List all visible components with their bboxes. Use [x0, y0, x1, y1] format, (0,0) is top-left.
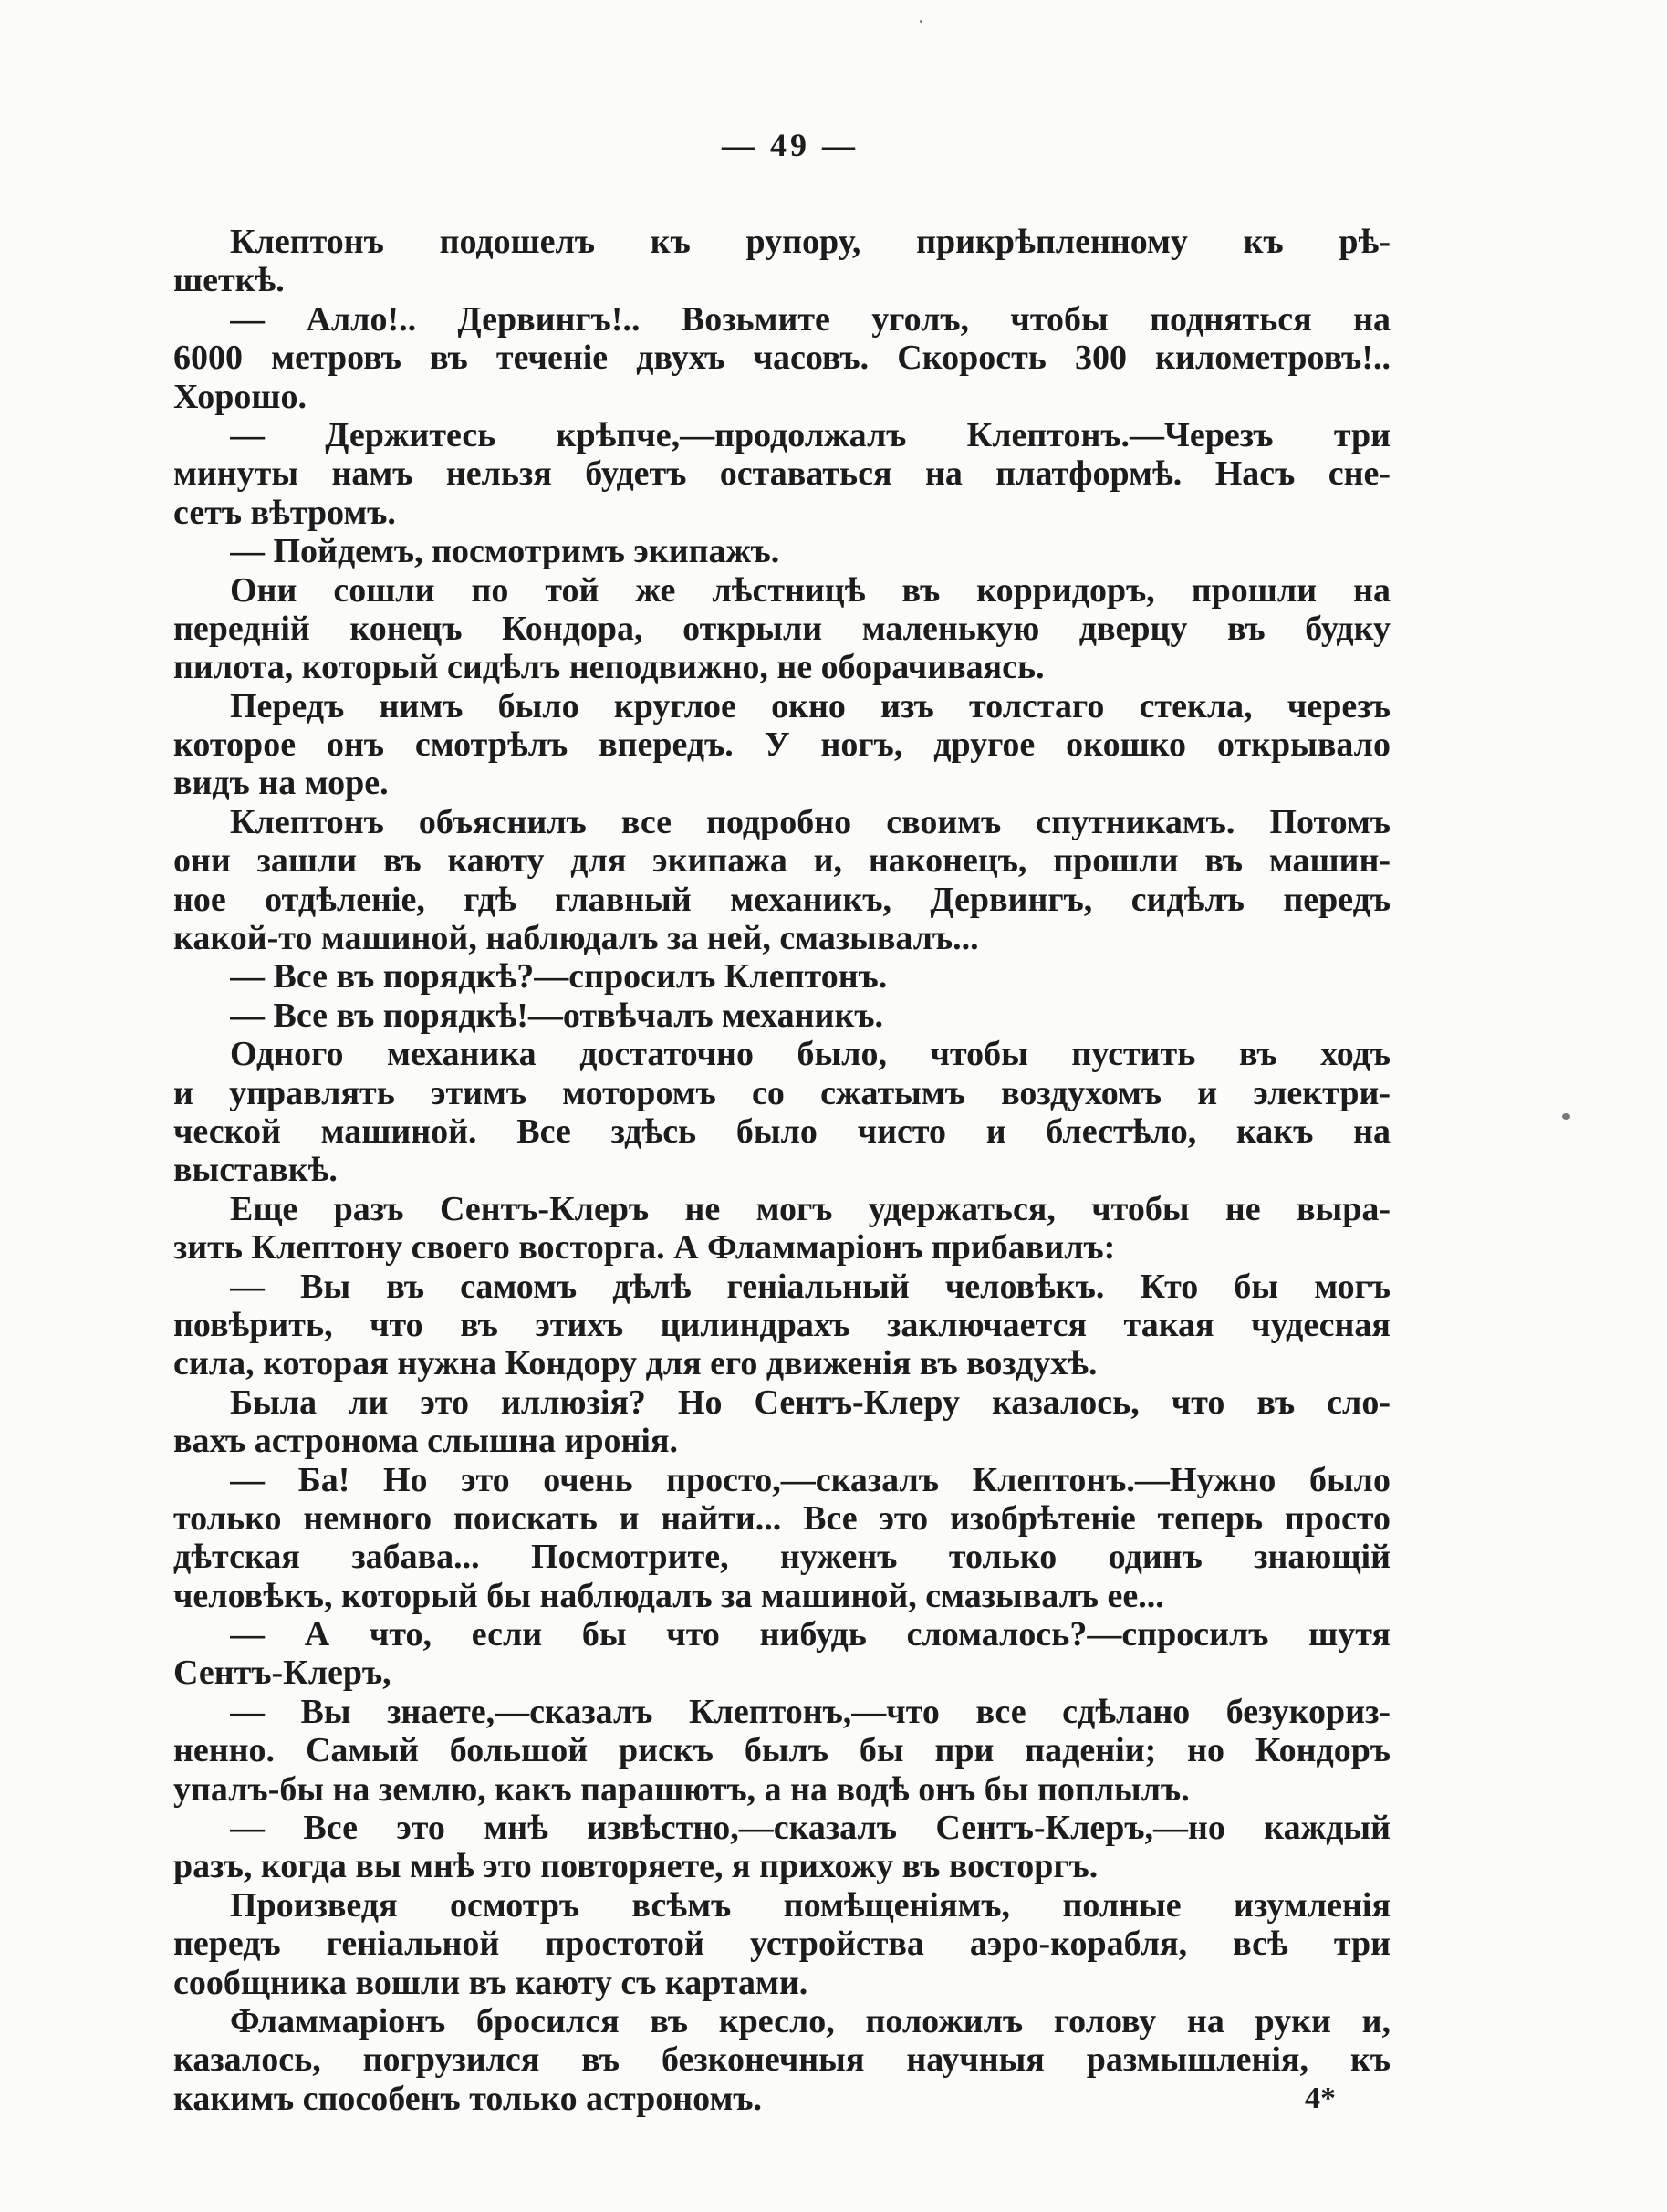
text-line-content: ное отдѣленіе, гдѣ главный механикъ, Дервингъ, сидѣлъ передъ — [173, 880, 1391, 919]
text-line — [173, 1035, 1391, 1073]
text-line-content: ческой машиной. Все здѣсь было чисто и блестѣло, какъ на — [173, 1111, 1391, 1151]
text-line-content: Сентъ-Клеръ, — [173, 1654, 391, 1693]
text-line — [173, 1461, 1391, 1499]
text-line-content: видъ на море. — [173, 764, 389, 803]
text-line — [173, 494, 1391, 532]
text-line — [173, 1731, 1391, 1769]
text-line — [173, 2080, 1391, 2118]
text-line-content: — А что, если бы что нибудь сломалось?—спросилъ шутя — [230, 1615, 1391, 1654]
text-line — [173, 841, 1391, 880]
scan-speck — [920, 20, 922, 23]
text-line-content: сила, которая нужна Кондору для его движенія въ воздухѣ. — [173, 1344, 1098, 1383]
text-line — [173, 300, 1391, 339]
text-line-content: которое онъ смотрѣлъ впередъ. У ногъ, другое окошко открывало — [173, 725, 1391, 765]
text-line — [173, 1538, 1391, 1576]
text-line-content: ненно. Самый большой рискъ былъ бы при паденіи; но Кондоръ — [173, 1731, 1391, 1770]
text-line-content: сообщника вошли въ каюту съ картами. — [173, 1963, 808, 2002]
text-line-content: дѣтская забава... Посмотрите, нуженъ только одинъ знающій — [173, 1538, 1391, 1577]
text-line — [173, 1344, 1391, 1382]
text-line — [173, 1615, 1391, 1654]
text-line — [173, 764, 1391, 802]
text-line — [173, 261, 1391, 299]
text-line-content: Хорошо. — [173, 377, 307, 416]
text-line — [173, 1925, 1391, 1963]
text-line — [173, 1693, 1391, 1731]
text-line-content: — Держитесь крѣпче,—продолжалъ Клептонъ.—Черезъ три — [230, 415, 1391, 454]
text-line — [173, 2002, 1391, 2040]
text-line-content: — Все въ порядкѣ?—спросилъ Клептонъ. — [230, 957, 888, 996]
scan-speck — [1562, 1113, 1570, 1120]
text-line — [173, 1383, 1391, 1422]
text-line-content: только немного поискать и найти... Все это изобрѣтеніе теперь просто — [173, 1498, 1391, 1538]
text-line — [173, 1809, 1391, 1847]
text-line — [173, 1577, 1391, 1615]
text-line — [173, 1847, 1391, 1885]
text-line-content: повѣрить, что въ этихъ цилиндрахъ заключается такая чудесная — [173, 1305, 1391, 1344]
text-line-content: — Все это мнѣ извѣстно,—сказалъ Сентъ-Клеръ,—но каждый — [230, 1809, 1391, 1848]
text-line — [173, 1422, 1391, 1460]
page-number: — 49 — — [722, 127, 859, 163]
text-line — [173, 416, 1391, 454]
text-line-content: какой-то машиной, наблюдалъ за ней, смазывалъ... — [173, 919, 979, 958]
text-line — [173, 339, 1391, 377]
signature-mark: 4* — [1305, 2081, 1336, 2115]
text-line-content: шеткѣ. — [173, 261, 285, 300]
text-line-content: казалось, погрузился въ безконечныя научныя размышленія, къ — [173, 2040, 1391, 2080]
text-line — [173, 571, 1391, 610]
text-line-content: зить Клептону своего восторга. А Фламмаріонъ прибавилъ: — [173, 1228, 1116, 1268]
text-line-content: вахъ астронома слышна иронія. — [173, 1422, 679, 1461]
text-line — [173, 996, 1391, 1035]
text-line-content: Еще разъ Сентъ-Клеръ не могъ удержаться, чтобы не выра- — [230, 1189, 1391, 1228]
text-line-content: Одного механика достаточно было, чтобы пустить въ ходъ — [230, 1035, 1391, 1074]
text-line — [173, 1228, 1391, 1267]
text-line-content: Они сошли по той же лѣстницѣ въ корридоръ, прошли на — [230, 570, 1391, 610]
text-line-content: — Все въ порядкѣ!—отвѣчалъ механикъ. — [230, 996, 883, 1035]
text-line-content: Произведя осмотръ всѣмъ помѣщеніямъ, полные изумленія — [230, 1885, 1391, 1925]
text-line-content: 6000 метровъ въ теченіе двухъ часовъ. Скорость 300 километровъ!.. — [173, 339, 1391, 378]
text-line — [173, 1112, 1391, 1151]
text-line-content: — Вы знаете,—сказалъ Клептонъ,—что все сдѣлано безукориз- — [230, 1692, 1391, 1731]
text-line-content: разъ, когда вы мнѣ это повторяете, я прихожу въ восторгъ. — [173, 1847, 1099, 1886]
text-line-content: упалъ-бы на землю, какъ парашютъ, а на водѣ онъ бы поплылъ. — [173, 1769, 1190, 1809]
text-line-content: передъ геніальной простотой устройства аэро-корабля, всѣ три — [173, 1925, 1391, 1964]
text-line-content: Клептонъ подошелъ къ рупору, прикрѣпленному къ рѣ- — [230, 223, 1391, 261]
text-line-content: Была ли это иллюзія? Но Сентъ-Клеру казалось, что въ сло- — [230, 1382, 1391, 1422]
text-line-content: минуты намъ нельзя будетъ оставаться на платформѣ. Насъ сне- — [173, 454, 1391, 494]
text-line — [173, 378, 1391, 416]
text-line-content: человѣкъ, который бы наблюдалъ за машиной, смазывалъ ее... — [173, 1576, 1164, 1615]
text-line-content: передній конецъ Кондора, открыли маленькую дверцу въ будку — [173, 609, 1391, 648]
text-line-content: выставкѣ. — [173, 1151, 338, 1190]
text-line — [173, 687, 1391, 725]
text-line — [173, 454, 1391, 493]
text-line — [173, 1268, 1391, 1306]
text-line-content: — Пойдемъ, посмотримъ экипажъ. — [230, 532, 780, 571]
text-line — [173, 648, 1391, 686]
text-line-content: сетъ вѣтромъ. — [173, 493, 396, 532]
text-line — [173, 919, 1391, 957]
text-line-content: — Ба! Но это очень просто,—сказалъ Клептонъ.—Нужно было — [230, 1460, 1391, 1499]
text-line — [173, 1886, 1391, 1925]
text-line — [173, 1074, 1391, 1112]
text-line — [173, 1306, 1391, 1344]
text-line — [173, 1654, 1391, 1692]
text-line-content: — Вы въ самомъ дѣлѣ геніальный человѣкъ. Кто бы могъ — [230, 1267, 1391, 1306]
text-line-content: они зашли въ каюту для экипажа и, наконецъ, прошли въ машин- — [173, 841, 1391, 881]
text-line-content: Фламмаріонъ бросился въ кресло, положилъ голову на руки и, — [230, 2001, 1391, 2040]
body-text — [173, 223, 1391, 2118]
text-line — [173, 803, 1391, 841]
text-line-content: пилота, который сидѣлъ неподвижно, не оборачиваясь. — [173, 648, 1045, 687]
text-line — [173, 957, 1391, 996]
text-line-content: Клептонъ объяснилъ все подробно своимъ спутникамъ. Потомъ — [230, 802, 1391, 841]
text-line-content: какимъ способенъ только астрономъ. — [173, 2079, 762, 2118]
text-line — [173, 1770, 1391, 1809]
text-line — [173, 1151, 1391, 1189]
text-line — [173, 1190, 1391, 1228]
text-line — [173, 532, 1391, 570]
text-line-content: и управлять этимъ моторомъ со сжатымъ воздухомъ и электри- — [173, 1073, 1391, 1112]
text-line-content: Передъ нимъ было круглое окно изъ толстаго стекла, черезъ — [230, 686, 1391, 725]
text-line — [173, 223, 1391, 261]
text-line — [173, 610, 1391, 648]
text-line — [173, 1964, 1391, 2002]
text-line-content: — Алло!.. Дервингъ!.. Возьмите уголъ, чтобы подняться на — [230, 299, 1391, 339]
text-line — [173, 881, 1391, 919]
text-line — [173, 725, 1391, 764]
text-line — [173, 2040, 1391, 2079]
text-line — [173, 1499, 1391, 1538]
